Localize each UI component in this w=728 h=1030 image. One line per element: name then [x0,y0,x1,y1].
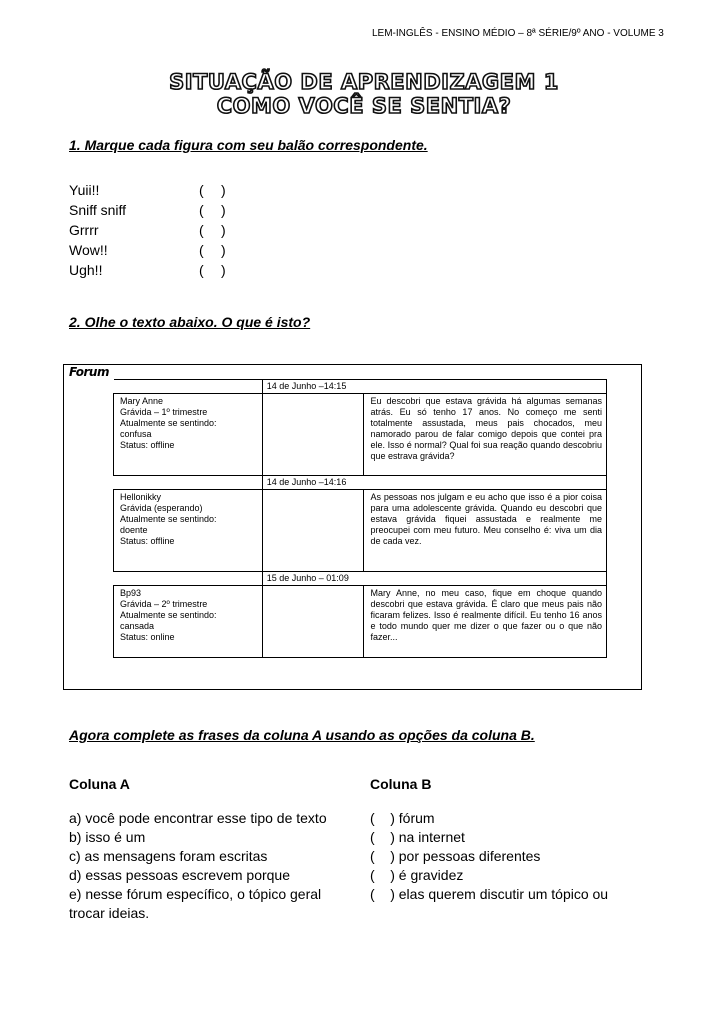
post-user-info [114,394,263,476]
title-line-1: SITUAÇÃO DE APRENDIZAGEM 1 [169,70,559,94]
column-a-item: d) essas pessoas escrevem porque [69,867,290,883]
column-a-title: Coluna A [69,776,130,792]
column-b-item: ( ) é gravidez [370,867,464,883]
question-2: 2. Olhe o texto abaixo. O que é isto? [69,314,311,330]
post-username: Bp93 [120,588,142,598]
post-empty-cell [262,394,364,476]
post-status: Status: online [120,632,175,642]
forum-label: Forum [69,365,109,379]
column-b-item: ( ) fórum [370,810,435,826]
column-b-title: Coluna B [370,776,432,792]
forum-date-row [114,572,607,586]
forum-date-row [114,380,607,394]
forum-post-row [114,490,607,572]
column-a-item: a) você pode encontrar esse tipo de texto [69,810,327,826]
post-feeling: confusa [120,429,152,439]
answer-parens: ( ) [199,202,226,218]
match-item: Sniff sniff [69,202,127,218]
question-3: Agora complete as frases da coluna A usando as opções da coluna B. [69,727,535,743]
match-item: Grrrr [69,222,99,238]
column-b-item: ( ) na internet [370,829,465,845]
post-date: 14 de Junho –14:16 [262,476,606,490]
post-message: Eu descobri que estava grávida há algumas semanas atrás. Eu só tenho 17 anos. No começo me senti totalmente assustada, meus pais chocados, meu namorado parou de falar comigo depois que contei pra ele. Isso é normal? Qual foi sua reação quando descobriu que estrava grávida? [364,394,607,476]
post-feeling-label: Atualmente se sentindo: [120,610,217,620]
match-item: Ugh!! [69,262,103,278]
post-trimester: Grávida – 1º trimestre [120,407,208,417]
post-date: 15 de Junho – 01:09 [262,572,606,586]
question-1: 1. Marque cada figura com seu balão correspondente. [69,137,428,153]
forum-table [113,379,607,658]
forum-post-row [114,586,607,658]
column-a-item: c) as mensagens foram escritas [69,848,268,864]
post-username: Mary Anne [120,396,164,406]
post-message: As pessoas nos julgam e eu acho que isso é a pior coisa para uma adolescente grávida. Quando eu descobri que estava grávida fiquei assustada e realmente me preocupei com meu futuro. Meu conselho é: viva um dia de cada vez. [364,490,607,572]
post-trimester: Grávida (esperando) [120,503,203,513]
post-empty-cell [262,586,364,658]
post-status: Status: offline [120,440,175,450]
forum-date-row [114,476,607,490]
column-a-item: e) nesse fórum específico, o tópico geral [69,886,322,902]
answer-parens: ( ) [199,262,226,278]
answer-parens: ( ) [199,242,226,258]
post-user-info [114,586,263,658]
answer-parens: ( ) [199,222,226,238]
post-status: Status: offline [120,536,175,546]
match-item: Wow!! [69,242,108,258]
forum-post-row [114,394,607,476]
title-line-2: COMO VOCÊ SE SENTIA? [216,94,512,118]
post-date: 14 de Junho –14:15 [262,380,606,394]
post-empty-cell [262,490,364,572]
post-feeling: cansada [120,621,155,631]
page-header: LEM-INGLÊS - ENSINO MÉDIO – 8ª SÉRIE/9º ANO - VOLUME 3 [372,28,664,39]
post-feeling-label: Atualmente se sentindo: [120,514,217,524]
column-b-item: ( ) por pessoas diferentes [370,848,541,864]
column-a-item: b) isso é um [69,829,146,845]
post-user-info [114,490,263,572]
post-feeling: doente [120,525,148,535]
post-trimester: Grávida – 2º trimestre [120,599,208,609]
post-username: Hellonikky [120,492,162,502]
column-b-item: ( ) elas querem discutir um tópico ou [370,886,609,902]
post-message: Mary Anne, no meu caso, fique em choque quando descobri que estava grávida. É claro que meus pais não ficaram felizes. Isso é realmente difícil. Eu tenho 16 anos e todo mundo quer me dizer o que fazer ou o que não fazer... [364,586,607,658]
post-feeling-label: Atualmente se sentindo: [120,418,217,428]
column-a-item: trocar ideias. [69,905,150,921]
answer-parens: ( ) [199,182,226,198]
match-item: Yuii!! [69,182,100,198]
